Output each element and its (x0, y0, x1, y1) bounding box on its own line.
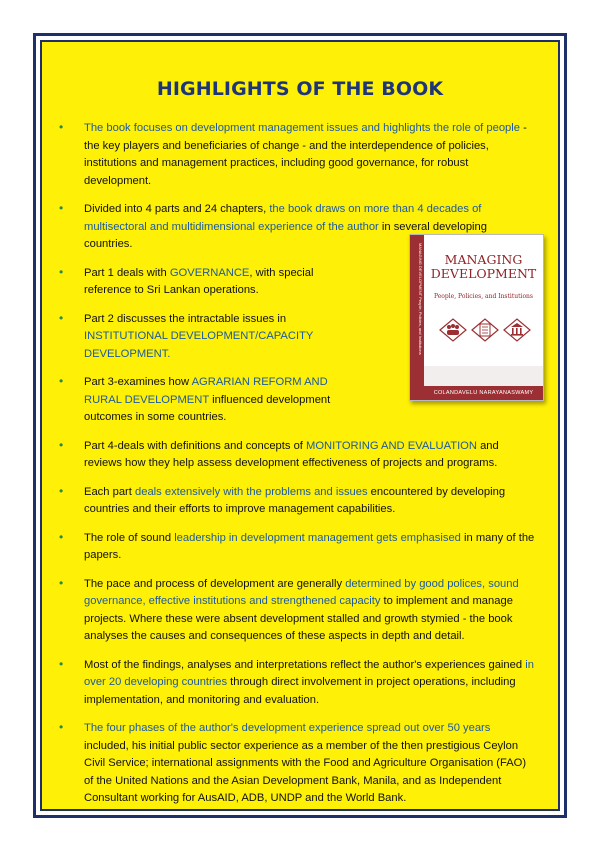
highlighted-text: determined by good polices, sound governance, effective institutions and strengthened capacity (84, 577, 519, 607)
bullet-icon: • (59, 483, 64, 498)
body-text: to implement and manage projects. Where these were absent development stalled and growth stymied - the book analyses the causes and consequences of these aspects in depth and detail. (84, 595, 513, 642)
list-item (42, 576, 558, 646)
book-cover-image (409, 234, 544, 401)
body-text: Part 3-examines how (84, 376, 192, 388)
body-text: Part 2 discusses the intractable issues in (84, 312, 287, 325)
list-item (42, 720, 558, 808)
body-text: influenced development outcomes in some countries. (84, 393, 331, 423)
bullet-icon: • (59, 575, 64, 590)
bullet-icon: • (59, 120, 64, 134)
bullet-icon: • (59, 374, 64, 388)
cover-title-line1: MANAGING (444, 252, 523, 267)
highlights-list (42, 120, 558, 819)
bullet-icon: • (59, 201, 64, 215)
cover-subtitle: People, Policies, and Institutions (433, 293, 534, 300)
list-item (42, 438, 558, 473)
body-text: and reviews how they help assess development effectiveness of projects and programs. (84, 439, 499, 469)
list-item (42, 657, 558, 710)
cover-author: COLANDAVELU NARAYANASWAMY (424, 386, 543, 400)
highlighted-text: leadership in development management gets emphasised (174, 531, 461, 544)
body-text: through direct involvement in project operations, including implementation, and monitoring and evaluation. (84, 676, 516, 706)
cover-stripe (424, 366, 543, 386)
bullet-icon: • (59, 264, 64, 279)
body-text: Part 1 deals with (84, 266, 170, 279)
cover-title-line2: DEVELOPMENT (430, 266, 537, 281)
highlighted-text: GOVERNANCE (169, 266, 250, 279)
bullet-icon: • (59, 656, 64, 671)
content-panel (40, 40, 560, 811)
cover-icons (436, 317, 536, 343)
body-text: included, his initial public sector experience as a member of the then prestigious Ceylon Civil Service; international assignments with the Food and Agriculture Organisation (FAO) of the United Nations and the Asian Development Bank, Manila, and as Independent Consultant working for AusAID, ADB, UNDP and the World Bank. (84, 739, 527, 804)
body-text: Divided into 4 parts and 24 chapters, (84, 203, 270, 215)
body-text: Most of the findings, analyses and interpretations reflect the author's experiences gained (84, 658, 526, 671)
list-item (42, 484, 558, 519)
bullet-icon: • (59, 437, 64, 452)
bullet-icon: • (59, 529, 64, 544)
people-icon (440, 319, 466, 341)
body-text: , with special reference to Sri Lankan operations. (84, 266, 314, 296)
highlighted-text: in over 20 developing countries (84, 658, 534, 688)
highlighted-text: the book draws on more than 4 decades of multisectoral and multidimensional experience of the author (84, 203, 482, 233)
highlighted-text: The four phases of the author's development experience spread out over 50 years (84, 722, 491, 734)
highlighted-text: AGRARIAN REFORM AND RURAL DEVELOPMENT (84, 376, 328, 406)
highlighted-text: INSTITUTIONAL DEVELOPMENT/CAPACITY DEVELOPMENT. (84, 330, 314, 360)
list-item (42, 530, 558, 565)
highlighted-text: The book focuses on development management issues and highlights the role of people (84, 122, 520, 134)
cover-title (424, 253, 543, 281)
highlighted-text: MONITORING AND EVALUATION (306, 439, 477, 452)
body-text: in several developing countries. (84, 220, 487, 250)
body-text: Part 4-deals with definitions and concepts of (84, 439, 307, 452)
body-text: encountered by developing countries and their efforts to improve management capabilities. (84, 485, 506, 515)
bullet-icon: • (59, 310, 64, 325)
body-text: The role of sound (84, 531, 175, 544)
body-text: The pace and process of development are generally (84, 577, 346, 590)
list-item (42, 120, 558, 190)
body-text: in many of the papers. (84, 531, 535, 561)
policy-document-icon (472, 319, 498, 341)
body-text: - the key players and beneficiaries of change - and the interdependence of policies, institutions and management practices, including good governance, for robust development. (84, 122, 527, 187)
book-spine (410, 235, 424, 400)
page-title: HIGHLIGHTS OF THE BOOK (156, 78, 444, 100)
institution-building-icon (504, 319, 530, 341)
bullet-icon: • (59, 720, 64, 734)
highlighted-text: deals extensively with the problems and issues (135, 485, 368, 498)
spine-text: MANAGING DEVELOPMENT People, Policies, and Institutions (418, 243, 423, 355)
body-text: Each part (84, 485, 135, 498)
